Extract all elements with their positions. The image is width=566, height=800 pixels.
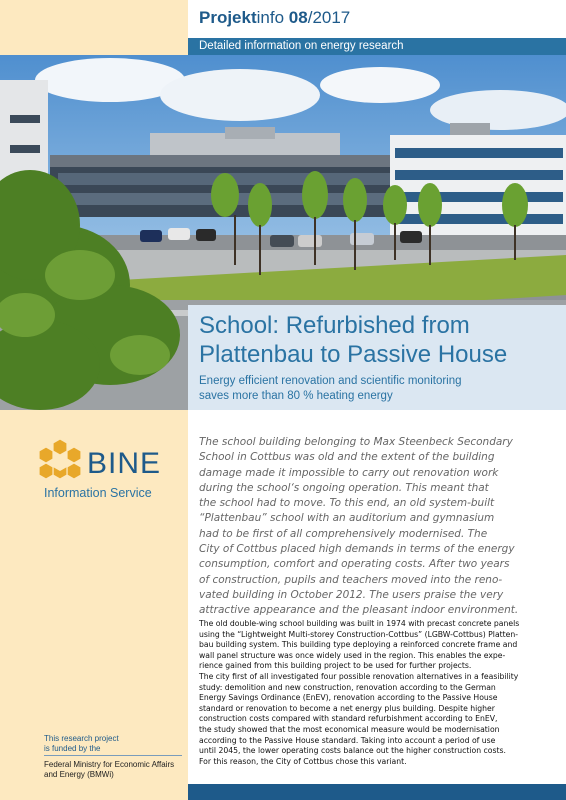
series-title-bold: Projekt <box>199 8 257 27</box>
body-line: rience gained from this building project to be used for further projects. <box>199 661 472 671</box>
subheading-text: Detailed information on energy research <box>199 40 404 52</box>
lead-line: The school building belonging to Max Steenbeck Secondary <box>199 436 513 448</box>
body-line: wall panel structure was once widely used in the region. This enables the expe- <box>199 650 506 660</box>
brand-tagline: Information Service <box>44 486 152 500</box>
subtitle-line-2: saves more than 80 % heating energy <box>199 390 393 402</box>
lead-line: had to be first of all comprehensively modernised. The <box>199 527 488 540</box>
body-line: construction costs compared with standard refurbishment according to EnEV, <box>199 714 498 724</box>
issue-year: /2017 <box>307 8 351 27</box>
body-line: bau building system. This building type deploying a reinforced concrete frame and <box>199 640 518 650</box>
header-accent-block <box>0 0 188 38</box>
lead-line: School in Cottbus was old and the extent of the building <box>199 451 495 464</box>
body-line: For this reason, the City of Cottbus chose this variant. <box>199 756 407 766</box>
page-title-line-1: School: Refurbished from <box>199 312 470 339</box>
header-strip-left <box>0 38 188 55</box>
ministry-name-line-1: Federal Ministry for Economic Affairs <box>44 760 175 769</box>
body-line: The city first of all investigated four possible renovation alternatives in a feasibility <box>199 671 519 681</box>
issue-number: 08 <box>288 8 308 27</box>
hexagon-cluster-logo-icon <box>38 437 82 481</box>
lead-line: “Plattenbau” school with an auditorium and gymnasium <box>199 512 495 525</box>
footer-bar <box>188 784 566 800</box>
body-line: the study showed that the most economical measure would be modernisation <box>199 724 500 734</box>
series-title-rest: info <box>256 8 285 27</box>
lead-line: during the school‘s ongoing operation. This meant that <box>199 481 489 494</box>
body-line: study: demolition and new construction, renovation according to the German <box>199 682 496 692</box>
lead-line: of construction, pupils and teachers moved into the reno- <box>199 573 503 586</box>
lead-line: attractive appearance and the pleasant indoor environment. <box>199 604 519 617</box>
subtitle-line-1: Energy efficient renovation and scientific monitoring <box>199 375 462 387</box>
funding-note-line-2: is funded by the <box>44 744 101 753</box>
lead-line: City of Cottbus placed high demands in terms of the energy <box>199 543 515 556</box>
body-line: according to the Passive House standard. Taking into account a period of use <box>199 735 496 745</box>
funding-divider <box>44 755 182 756</box>
body-line: Energy Savings Ordinance (EnEV), renovation according to the Passive House <box>199 693 498 703</box>
body-line: until 2045, the lower operating costs balance out the higher construction costs. <box>199 746 506 756</box>
ministry-name-line-2: and Energy (BMWi) <box>44 770 114 779</box>
lead-paragraph <box>199 435 559 619</box>
series-title <box>199 8 350 28</box>
lead-line: vated building in October 2012. The users praise the very <box>199 588 504 601</box>
lead-line: consumption, comfort and operating costs. After two years <box>199 558 510 571</box>
body-text <box>199 619 561 767</box>
funding-note-line-1: This research project <box>44 734 119 743</box>
page-title-line-2: Plattenbau to Passive House <box>199 341 508 368</box>
body-line: using the “Lightweight Multi-storey Construction-Cottbus” (LGBW-Cottbus) Platten- <box>199 629 519 639</box>
lead-line: damage made it impossible to carry out renovation work <box>199 466 499 479</box>
brand-name: BINE <box>87 447 162 480</box>
lead-line: the school had to move. To this end, an old system-built <box>199 497 495 510</box>
footer-accent-block <box>0 784 188 800</box>
body-line: The old double-wing school building was built in 1974 with precast concrete panels <box>199 619 520 628</box>
body-line: standard or renovation to become a net energy plus building. Despite higher <box>199 703 495 713</box>
